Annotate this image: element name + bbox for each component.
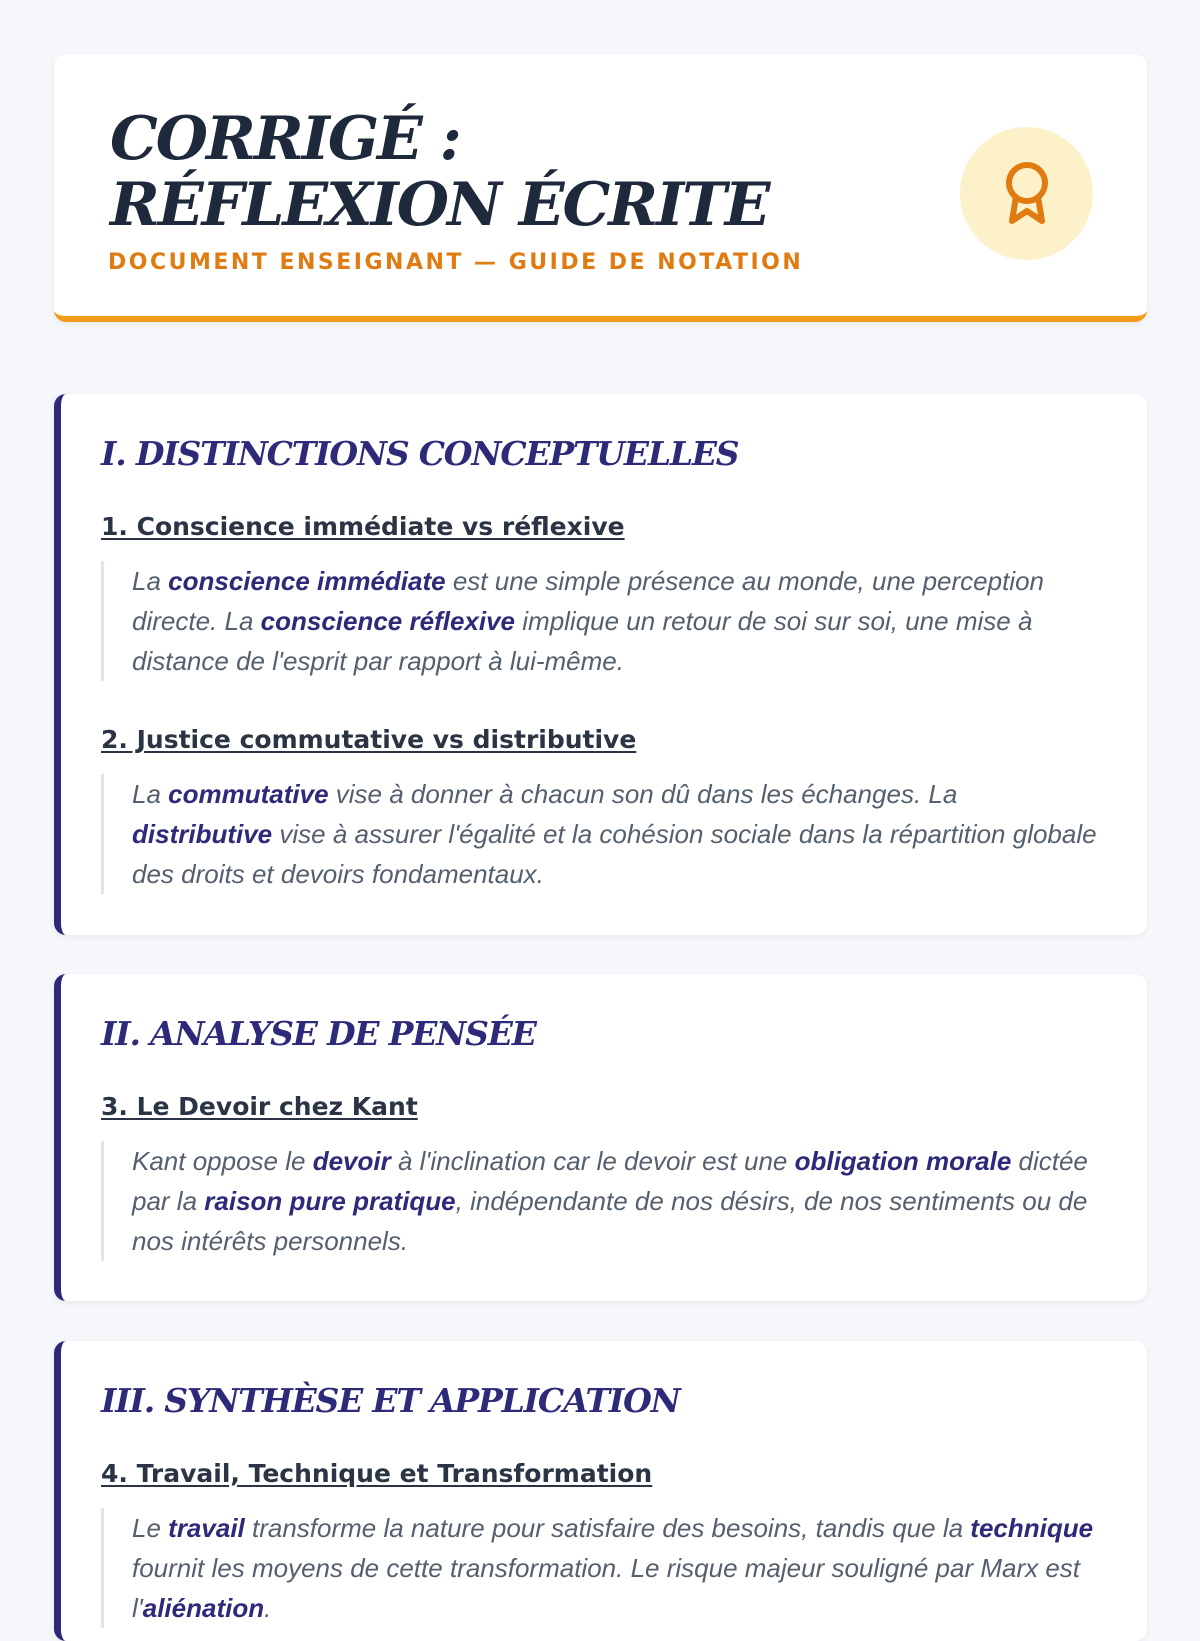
answer-text <box>101 1141 1101 1261</box>
answer-segment: fournit les moyens de cette transformation. Le risque majeur souligné par Marx est l' <box>132 1553 1081 1623</box>
answer-segment: vise à donner à chacun son dû dans les échanges. La <box>328 779 958 809</box>
answer-segment: La <box>132 779 169 809</box>
answer-segment: transforme la nature pour satisfaire des besoins, tandis que la <box>244 1513 971 1543</box>
answer-segment: vise à assurer l'égalité et la cohésion sociale dans la répartition globale des droits et devoirs fondamentaux. <box>132 819 1097 889</box>
keyword: devoir <box>312 1146 391 1176</box>
keyword: conscience immédiate <box>168 566 446 596</box>
answer-segment: La <box>132 566 169 596</box>
award-ribbon-icon <box>999 159 1055 229</box>
question-title: 3. Le Devoir chez Kant <box>101 1092 418 1121</box>
section-title: I. DISTINCTIONS CONCEPTUELLES <box>101 434 739 473</box>
question-title: 2. Justice commutative vs distributive <box>101 725 637 754</box>
question-title: 4. Travail, Technique et Transformation <box>101 1459 653 1488</box>
question-title: 1. Conscience immédiate vs réflexive <box>101 512 625 541</box>
answer-segment: Le <box>132 1513 169 1543</box>
section-title: III. SYNTHÈSE ET APPLICATION <box>101 1381 680 1420</box>
section-synthese <box>54 1341 1147 1641</box>
keyword: obligation morale <box>794 1146 1012 1176</box>
section-title: II. ANALYSE DE PENSÉE <box>101 1014 536 1053</box>
keyword: technique <box>970 1513 1094 1543</box>
answer-segment: est une simple présence au monde, une perception directe. La <box>132 566 1045 636</box>
keyword: conscience réflexive <box>260 606 516 636</box>
keyword: travail <box>168 1513 245 1543</box>
answer-segment: , indépendante de nos désirs, de nos sentiments ou de nos intérêts personnels. <box>132 1186 1088 1256</box>
keyword: distributive <box>132 819 273 849</box>
keyword: commutative <box>168 779 329 809</box>
answer-segment: . <box>264 1593 272 1623</box>
section-distinctions <box>54 394 1147 935</box>
section-analyse <box>54 974 1147 1301</box>
answer-segment: implique un retour de soi sur soi, une mise à distance de l'esprit par rapport à lui-même. <box>132 606 1033 676</box>
keyword: aliénation <box>142 1593 265 1623</box>
answer-text <box>101 1508 1101 1628</box>
award-badge <box>960 127 1093 260</box>
page-title: CORRIGÉ : RÉFLEXION ÉCRITE <box>110 104 769 240</box>
answer-segment: dictée par la <box>132 1146 1088 1216</box>
header-card <box>54 54 1147 322</box>
page-subtitle: DOCUMENT ENSEIGNANT — GUIDE DE NOTATION <box>108 250 804 275</box>
answer-text <box>101 561 1101 681</box>
answer-text <box>101 774 1101 894</box>
keyword: raison pure pratique <box>204 1186 456 1216</box>
answer-segment: Kant oppose le <box>132 1146 313 1176</box>
answer-segment: à l'inclination car le devoir est une <box>390 1146 795 1176</box>
